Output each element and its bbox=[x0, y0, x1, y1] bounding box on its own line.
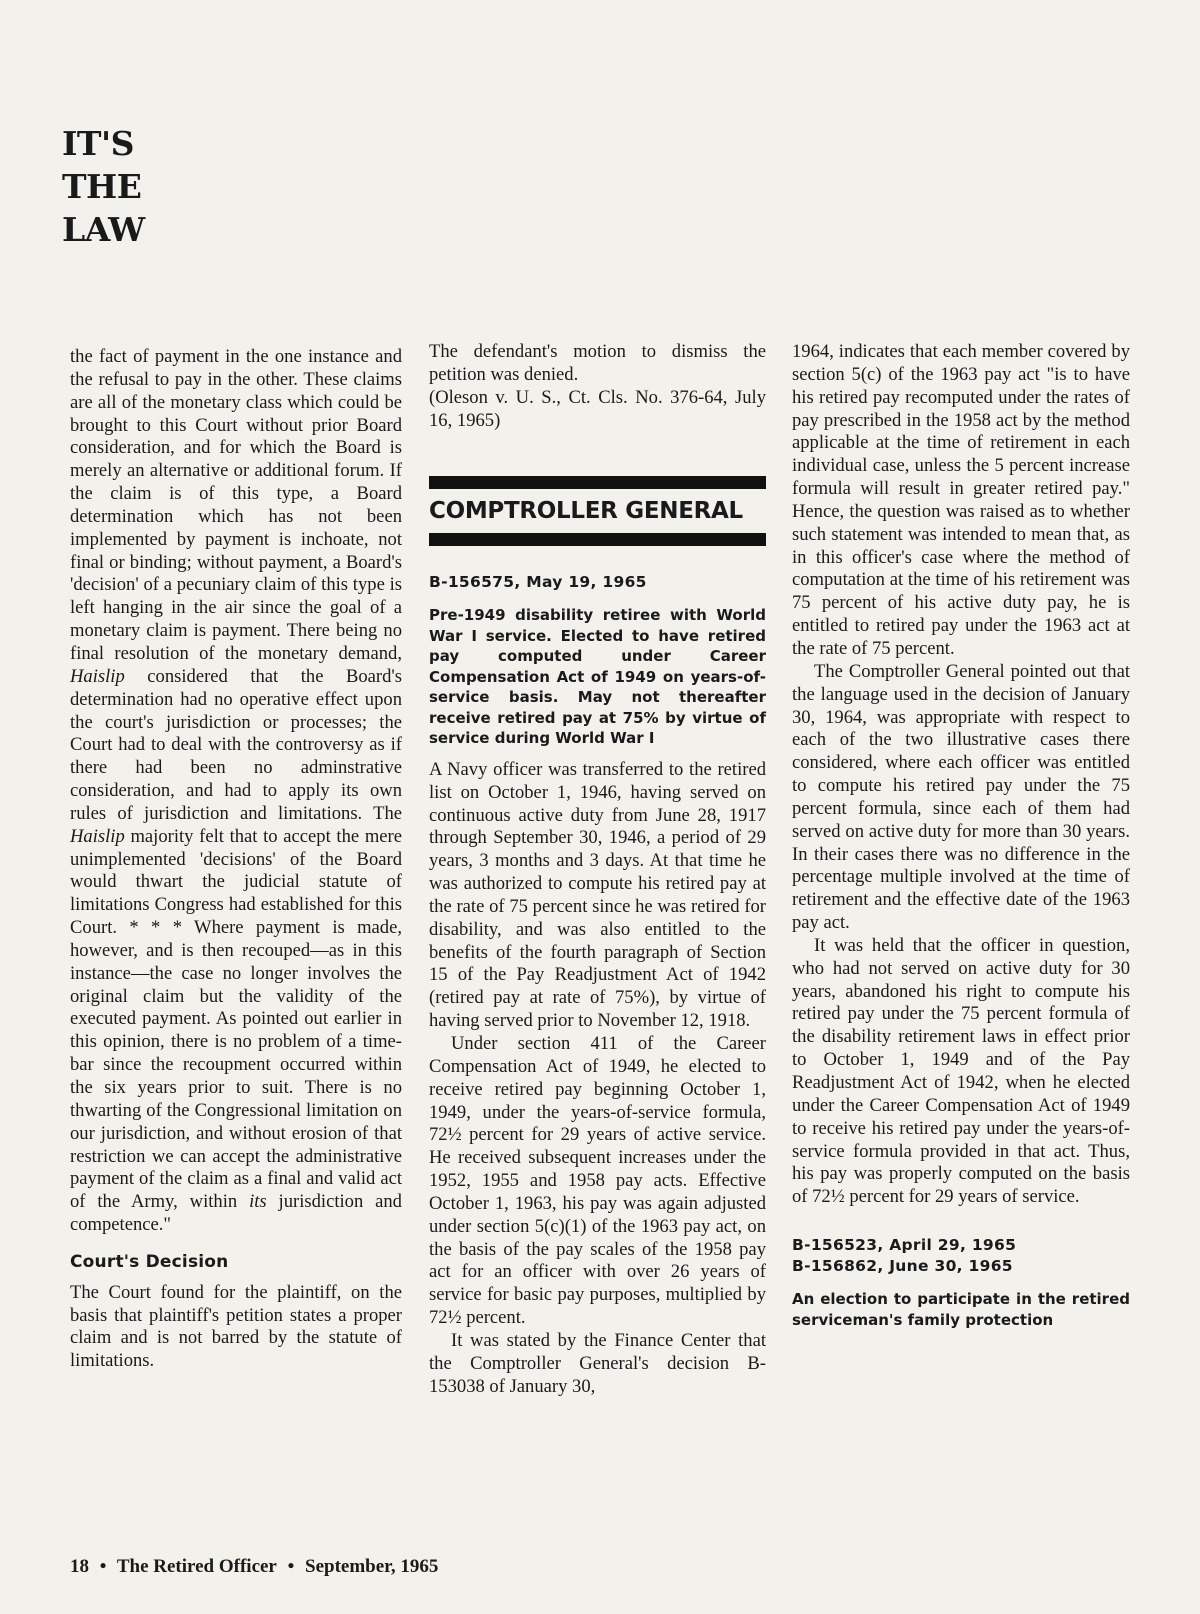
text-column-1 bbox=[70, 346, 402, 1373]
section-header bbox=[429, 476, 766, 546]
paragraph: The defendant's motion to dismiss the petition was denied. bbox=[429, 341, 766, 385]
paragraph: It was stated by the Finance Center that the Comptroller General's decision B-153038 of January 30, bbox=[429, 1329, 766, 1397]
decision-number: B-156523, April 29, 1965 bbox=[792, 1236, 1017, 1255]
publication-title: The Retired Officer bbox=[116, 1556, 277, 1577]
masthead-line-3: LAW bbox=[62, 210, 145, 249]
emphasis: its bbox=[249, 1191, 267, 1213]
rule-bar-top bbox=[429, 476, 766, 489]
footer-separator: • bbox=[287, 1556, 295, 1577]
paragraph: It was held that the officer in question, who had not served on active duty for 30 years, abandoned his right to compute his retired pay under the 75 percent formula of the disability retirement laws in effect prior to October 1, 1949 and of the Pay Readjustment Act of 1942, when he elected under the Career Compensation Act of 1949 to receive his retired pay under the years-of-service formula provided in that act. Thus, his pay was properly computed on the basis of 72½ percent for 29 years of service. bbox=[792, 934, 1130, 1208]
paragraph: Under section 411 of the Career Compensation Act of 1949, he elected to receive retired pay beginning October 1, 1949, under the years-of-service formula, 72½ percent for 29 years of active service. He received subsequent increases under the 1952, 1955 and 1958 pay acts. Effective October 1, 1963, his pay was again adjusted under section 5(c)(1) of the 1963 pay act, on the basis of the pay scales of the 1958 pay act for an officer with over 26 years of service for basic pay purposes, multiplied by 72½ percent. bbox=[429, 1033, 766, 1329]
paragraph: A Navy officer was transferred to the retired list on October 1, 1946, having served on continuous active duty from June 28, 1917 through September 30, 1946, a period of 29 years, 3 months and 3 days. At that time he was authorized to compute his retired pay at the rate of 75 percent since he was retired for disability, and was also entitled to the benefits of the fourth paragraph of Section 15 of the Pay Readjustment Act of 1942 (retired pay at rate of 75%), by virtue of having served prior to November 12, 1918. bbox=[429, 758, 766, 1032]
text-column-2 bbox=[429, 341, 766, 1399]
column-masthead bbox=[62, 122, 145, 251]
citation: (Oleson v. U. S., Ct. Cls. No. 376-64, July 16, 1965) bbox=[429, 386, 766, 431]
paragraph: The Court found for the plaintiff, on the basis that plaintiff's petition states a proper claim and is not barred by the statute of limitations. bbox=[70, 1281, 402, 1372]
paragraph: 1964, indicates that each member covered by section 5(c) of the 1963 pay act "is to have his retired pay recomputed under the rates of pay prescribed in the 1958 act by the method applicable at the time of retirement in each individual case, unless the 5 percent increase formula will result in greater retired pay." Hence, the question was raised as to whether such statement was intended to mean that, as in this officer's case where the method of computation at the time of his retirement was 75 percent of his active duty pay, he is entitled to retired pay under the 1963 act at the rate of 75 percent. bbox=[792, 341, 1130, 659]
page-footer bbox=[70, 1556, 444, 1578]
text-column-3 bbox=[792, 341, 1130, 1340]
paragraph: The Comptroller General pointed out that the language used in the decision of January 30, 1964, was appropriate with respect to each of the two illustrative cases there considered, where each officer was entitled to compute his retired pay under the 75 percent formula, since each of them had served on active duty for more than 30 years. In their cases there was no difference in the percentage multiple involved at the time of retirement and the effective date of the 1963 pay act. bbox=[792, 660, 1130, 934]
paragraph: the fact of payment in the one instance and the refusal to pay in the other. These claims are all of the monetary class which could be brought to this Court without prior Board consideration, and for which the Board is merely an alternative or additional forum. If the claim is of this type, a Board determination which has not been implemented by payment is inchoate, not final or binding; without payment, a Board's 'decision' of a pecuniary claim of this type is left hanging in the air since the goal of a monetary claim is payment. There being no final resolution of the monetary demand, Haislip considered that the Board's determination had no operative effect upon the court's jurisdiction or processes; the Court had to deal with the controversy as if there had been no adminstrative consideration, and had to apply its own rules of jurisdiction and limitations. The Haislip majority felt that to accept the mere unimplemented 'decisions' of the Board would thwart the judicial statute of limitations Congress had established for this Court. * * * Where payment is made, however, and is then recouped—as in this instance—the case no longer involves the original claim but the validity of the executed payment. As pointed out earlier in this opinion, there is no problem of a time-bar since the recoupment occurred within the six years prior to suit. There is no thwarting of the Congressional limitation on our jurisdiction, and without erosion of that restriction we can accept the administrative payment of the claim as a final and valid act of the Army, within its jurisdiction and competence." bbox=[70, 346, 402, 1236]
subheading-courts-decision: Court's Decision bbox=[70, 1251, 229, 1272]
decision-summary: An election to participate in the retired serviceman's family protection bbox=[792, 1290, 1130, 1329]
decision-summary: Pre-1949 disability retiree with World War I service. Elected to have retired pay computed under Career Compensation Act of 1949 on years-of-service basis. May not thereafter receive retired pay at 75% by virtue of service during World War I bbox=[429, 606, 766, 748]
case-name: Haislip bbox=[70, 665, 125, 687]
rule-bar-bottom bbox=[429, 533, 766, 546]
page-number: 18 bbox=[70, 1556, 89, 1577]
decision-number: B-156862, June 30, 1965 bbox=[792, 1257, 1013, 1276]
footer-separator: • bbox=[99, 1556, 107, 1577]
issue-date: September, 1965 bbox=[305, 1556, 439, 1577]
case-name: Haislip bbox=[70, 825, 125, 847]
decision-number: B-156575, May 19, 1965 bbox=[429, 573, 647, 592]
masthead-line-1: IT'S bbox=[62, 124, 134, 163]
masthead-line-2: THE bbox=[62, 167, 142, 206]
section-title: COMPTROLLER GENERAL bbox=[429, 498, 743, 525]
